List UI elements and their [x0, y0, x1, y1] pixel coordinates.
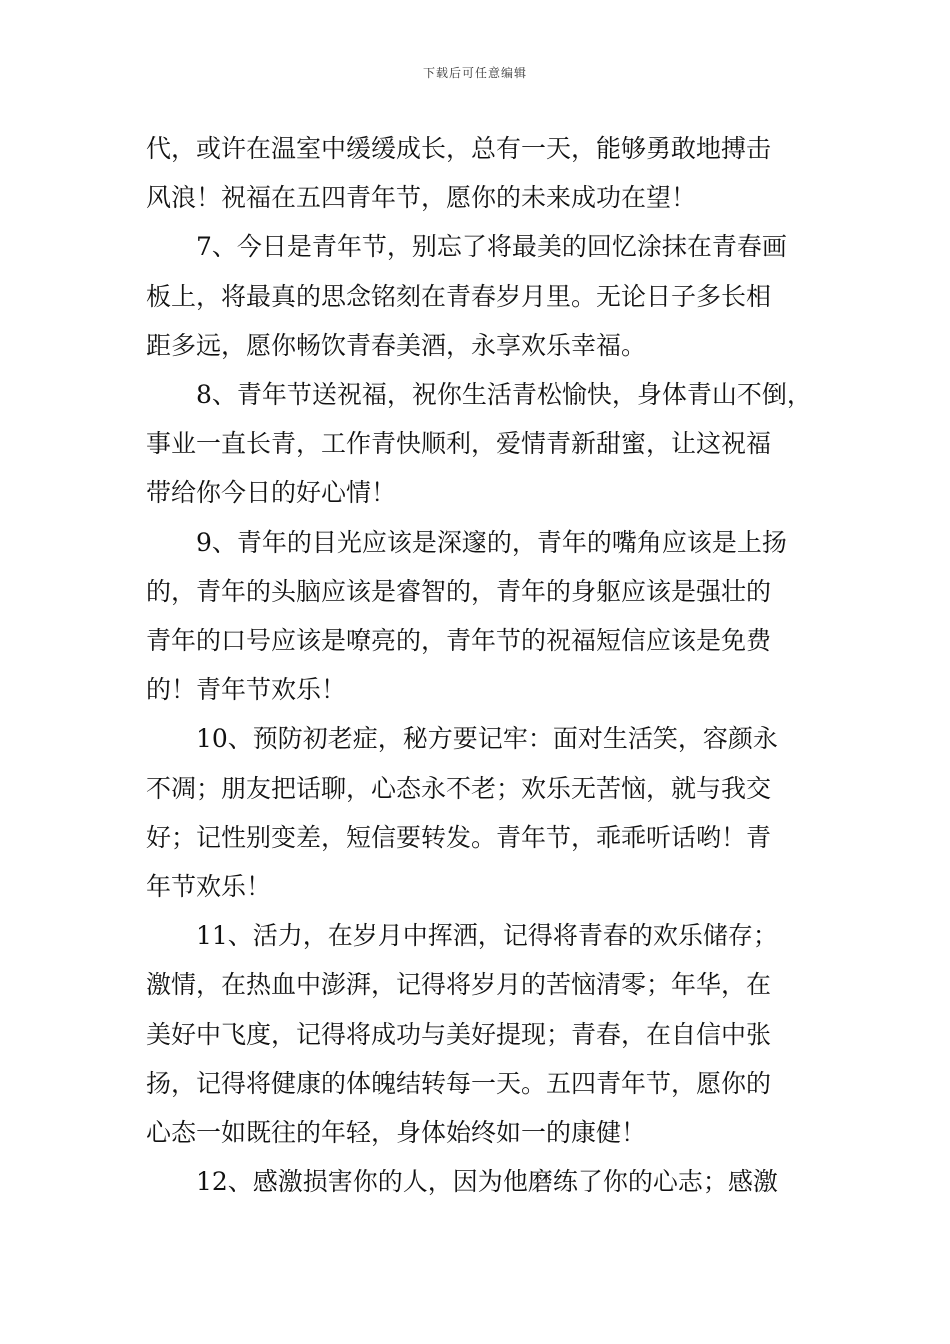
text-line: 7、今日是青年节，别忘了将最美的回忆涂抹在青春画	[196, 232, 787, 262]
text-line: 美好中飞度，记得将成功与美好提现；青春，在自信中张	[146, 1019, 772, 1049]
text-line: 激情，在热血中澎湃，记得将岁月的苦恼清零；年华，在	[146, 970, 772, 1000]
text-line: 事业一直长青，工作青快顺利，爱情青新甜蜜，让这祝福	[146, 429, 772, 459]
text-line: 11、活力，在岁月中挥洒，记得将青春的欢乐储存；	[196, 921, 778, 951]
text-line: 10、预防初老症，秘方要记牢：面对生活笑，容颜永	[196, 724, 778, 754]
text-line: 板上，将最真的思念铭刻在青春岁月里。无论日子多长相	[146, 281, 772, 311]
text-line: 扬，记得将健康的体魄结转每一天。五四青年节，愿你的	[146, 1068, 772, 1098]
paragraph-item-8	[146, 370, 816, 518]
text-line: 12、感激损害你的人，因为他磨练了你的心志；感激	[196, 1167, 778, 1197]
paragraph-item-9	[146, 518, 816, 715]
text-line: 的！青年节欢乐！	[146, 675, 347, 705]
text-line: 距多远，愿你畅饮青春美酒，永享欢乐幸福。	[146, 330, 647, 360]
text-line: 的，青年的头脑应该是睿智的，青年的身躯应该是强壮的	[146, 576, 772, 606]
paragraph-item-11	[146, 911, 816, 1157]
paragraph-item-12	[146, 1157, 816, 1206]
text-line: 青年的口号应该是嘹亮的，青年节的祝福短信应该是免费	[146, 626, 772, 656]
text-line: 风浪！祝福在五四青年节，愿你的未来成功在望！	[146, 183, 697, 213]
text-line: 好；记性别变差，短信要转发。青年节，乖乖听话哟！青	[146, 822, 772, 852]
paragraph-item-7	[146, 222, 816, 370]
text-line: 年节欢乐！	[146, 872, 272, 902]
text-line: 9、青年的目光应该是深邃的，青年的嘴角应该是上扬	[196, 527, 787, 557]
paragraph-continuation	[146, 124, 816, 222]
document-body	[146, 124, 816, 1206]
text-line: 心态一如既往的年轻，身体始终如一的康健！	[146, 1118, 647, 1148]
text-line: 不凋；朋友把话聊，心态永不老；欢乐无苦恼，就与我交	[146, 773, 772, 803]
text-line: 带给你今日的好心情！	[146, 478, 397, 508]
page-header: 下载后可任意编辑	[422, 66, 527, 80]
text-line: 代，或许在温室中缓缓成长，总有一天，能够勇敢地搏击	[146, 134, 772, 163]
text-line: 8、青年节送祝福，祝你生活青松愉快，身体青山不倒，	[196, 380, 812, 410]
paragraph-item-10	[146, 714, 816, 911]
